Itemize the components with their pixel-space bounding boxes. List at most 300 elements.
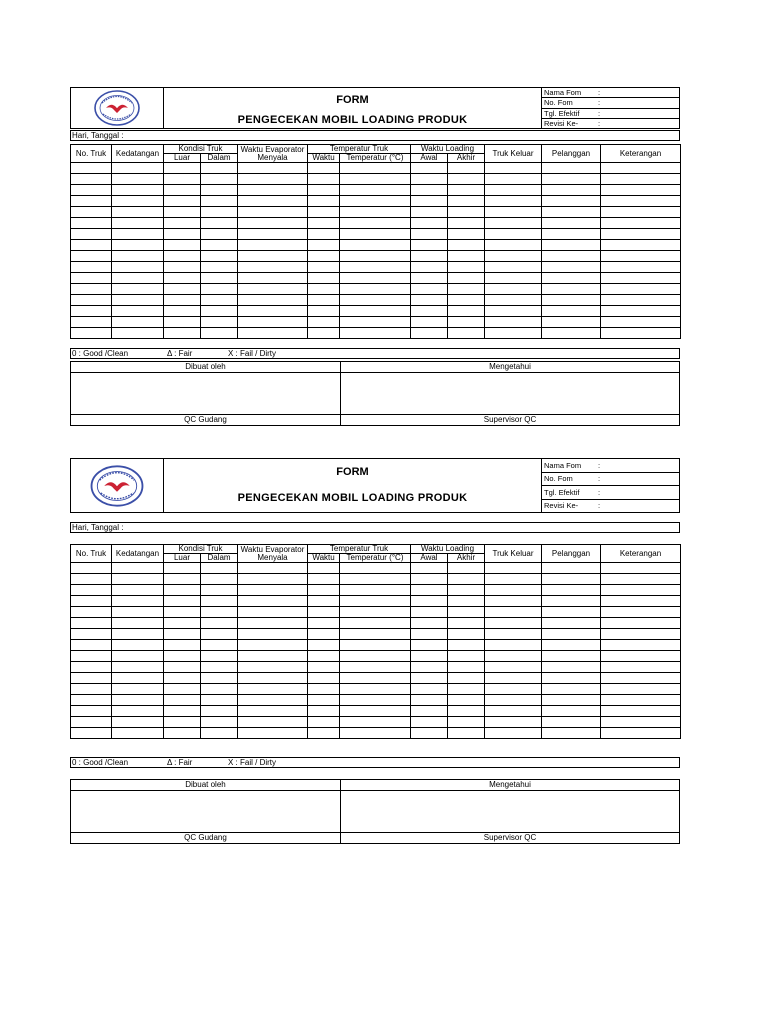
table-cell[interactable] xyxy=(340,728,411,739)
table-cell[interactable] xyxy=(238,596,308,607)
table-cell[interactable] xyxy=(485,196,542,207)
table-cell[interactable] xyxy=(601,629,681,640)
table-cell[interactable] xyxy=(164,163,201,174)
table-cell[interactable] xyxy=(542,563,601,574)
table-cell[interactable] xyxy=(485,673,542,684)
table-cell[interactable] xyxy=(308,728,340,739)
table-cell[interactable] xyxy=(71,574,112,585)
table-cell[interactable] xyxy=(542,717,601,728)
table-cell[interactable] xyxy=(448,251,485,262)
table-cell[interactable] xyxy=(542,662,601,673)
table-cell[interactable] xyxy=(201,607,238,618)
table-cell[interactable] xyxy=(112,163,164,174)
table-cell[interactable] xyxy=(164,574,201,585)
table-cell[interactable] xyxy=(112,563,164,574)
table-cell[interactable] xyxy=(71,640,112,651)
table-cell[interactable] xyxy=(601,662,681,673)
table-cell[interactable] xyxy=(238,317,308,328)
table-cell[interactable] xyxy=(411,174,448,185)
table-cell[interactable] xyxy=(201,207,238,218)
table-cell[interactable] xyxy=(601,684,681,695)
table-cell[interactable] xyxy=(448,651,485,662)
table-cell[interactable] xyxy=(164,706,201,717)
table-cell[interactable] xyxy=(164,717,201,728)
table-cell[interactable] xyxy=(201,284,238,295)
table-cell[interactable] xyxy=(238,295,308,306)
table-cell[interactable] xyxy=(164,218,201,229)
table-cell[interactable] xyxy=(164,240,201,251)
table-cell[interactable] xyxy=(112,728,164,739)
table-cell[interactable] xyxy=(201,218,238,229)
table-cell[interactable] xyxy=(238,706,308,717)
table-cell[interactable] xyxy=(601,706,681,717)
table-cell[interactable] xyxy=(238,651,308,662)
table-cell[interactable] xyxy=(411,207,448,218)
table-cell[interactable] xyxy=(112,662,164,673)
table-cell[interactable] xyxy=(112,185,164,196)
table-cell[interactable] xyxy=(164,196,201,207)
table-cell[interactable] xyxy=(112,251,164,262)
table-cell[interactable] xyxy=(238,284,308,295)
table-cell[interactable] xyxy=(308,596,340,607)
table-cell[interactable] xyxy=(448,218,485,229)
table-cell[interactable] xyxy=(71,607,112,618)
table-cell[interactable] xyxy=(340,196,411,207)
table-cell[interactable] xyxy=(238,328,308,339)
table-cell[interactable] xyxy=(601,196,681,207)
table-cell[interactable] xyxy=(112,284,164,295)
table-cell[interactable] xyxy=(411,240,448,251)
table-cell[interactable] xyxy=(601,174,681,185)
table-cell[interactable] xyxy=(238,629,308,640)
table-cell[interactable] xyxy=(448,662,485,673)
table-cell[interactable] xyxy=(448,240,485,251)
table-cell[interactable] xyxy=(448,563,485,574)
table-cell[interactable] xyxy=(448,163,485,174)
table-cell[interactable] xyxy=(164,585,201,596)
table-cell[interactable] xyxy=(601,717,681,728)
table-cell[interactable] xyxy=(71,273,112,284)
table-cell[interactable] xyxy=(164,563,201,574)
table-cell[interactable] xyxy=(411,262,448,273)
table-cell[interactable] xyxy=(340,596,411,607)
table-cell[interactable] xyxy=(112,273,164,284)
table-cell[interactable] xyxy=(411,651,448,662)
table-cell[interactable] xyxy=(485,563,542,574)
table-cell[interactable] xyxy=(542,596,601,607)
table-cell[interactable] xyxy=(71,174,112,185)
table-cell[interactable] xyxy=(485,284,542,295)
table-cell[interactable] xyxy=(601,295,681,306)
table-cell[interactable] xyxy=(485,251,542,262)
table-cell[interactable] xyxy=(201,174,238,185)
table-cell[interactable] xyxy=(340,574,411,585)
table-cell[interactable] xyxy=(601,273,681,284)
table-cell[interactable] xyxy=(485,585,542,596)
table-cell[interactable] xyxy=(308,563,340,574)
signature-space-supervisor[interactable] xyxy=(341,373,679,414)
table-cell[interactable] xyxy=(448,684,485,695)
table-cell[interactable] xyxy=(201,684,238,695)
table-cell[interactable] xyxy=(201,328,238,339)
table-cell[interactable] xyxy=(448,284,485,295)
table-cell[interactable] xyxy=(411,295,448,306)
table-cell[interactable] xyxy=(542,163,601,174)
table-cell[interactable] xyxy=(411,273,448,284)
table-cell[interactable] xyxy=(340,207,411,218)
table-cell[interactable] xyxy=(112,596,164,607)
table-cell[interactable] xyxy=(340,273,411,284)
table-cell[interactable] xyxy=(542,728,601,739)
table-cell[interactable] xyxy=(308,306,340,317)
table-cell[interactable] xyxy=(340,640,411,651)
table-cell[interactable] xyxy=(448,574,485,585)
table-cell[interactable] xyxy=(238,574,308,585)
table-cell[interactable] xyxy=(71,728,112,739)
table-cell[interactable] xyxy=(201,306,238,317)
table-cell[interactable] xyxy=(71,695,112,706)
table-cell[interactable] xyxy=(411,185,448,196)
table-cell[interactable] xyxy=(164,651,201,662)
table-cell[interactable] xyxy=(201,706,238,717)
table-cell[interactable] xyxy=(340,218,411,229)
table-cell[interactable] xyxy=(485,662,542,673)
table-cell[interactable] xyxy=(238,218,308,229)
table-cell[interactable] xyxy=(238,717,308,728)
table-cell[interactable] xyxy=(238,640,308,651)
table-cell[interactable] xyxy=(112,174,164,185)
table-cell[interactable] xyxy=(112,240,164,251)
signature-space-qc-gudang[interactable] xyxy=(71,373,340,414)
table-cell[interactable] xyxy=(542,607,601,618)
table-cell[interactable] xyxy=(601,728,681,739)
table-cell[interactable] xyxy=(238,273,308,284)
table-cell[interactable] xyxy=(542,251,601,262)
table-cell[interactable] xyxy=(542,585,601,596)
table-cell[interactable] xyxy=(238,251,308,262)
table-cell[interactable] xyxy=(448,328,485,339)
table-cell[interactable] xyxy=(485,328,542,339)
table-cell[interactable] xyxy=(112,207,164,218)
table-cell[interactable] xyxy=(164,295,201,306)
table-cell[interactable] xyxy=(542,673,601,684)
table-cell[interactable] xyxy=(485,163,542,174)
table-cell[interactable] xyxy=(71,284,112,295)
table-cell[interactable] xyxy=(201,163,238,174)
table-cell[interactable] xyxy=(601,229,681,240)
table-cell[interactable] xyxy=(448,673,485,684)
table-cell[interactable] xyxy=(485,262,542,273)
table-cell[interactable] xyxy=(71,328,112,339)
table-cell[interactable] xyxy=(308,229,340,240)
table-cell[interactable] xyxy=(71,585,112,596)
table-cell[interactable] xyxy=(201,196,238,207)
table-cell[interactable] xyxy=(201,618,238,629)
table-cell[interactable] xyxy=(238,607,308,618)
table-cell[interactable] xyxy=(601,695,681,706)
table-cell[interactable] xyxy=(485,706,542,717)
table-cell[interactable] xyxy=(411,317,448,328)
table-cell[interactable] xyxy=(112,295,164,306)
table-cell[interactable] xyxy=(164,229,201,240)
table-cell[interactable] xyxy=(71,218,112,229)
table-cell[interactable] xyxy=(308,262,340,273)
table-cell[interactable] xyxy=(411,306,448,317)
table-cell[interactable] xyxy=(340,717,411,728)
table-cell[interactable] xyxy=(71,240,112,251)
table-cell[interactable] xyxy=(71,618,112,629)
table-cell[interactable] xyxy=(340,317,411,328)
table-cell[interactable] xyxy=(485,717,542,728)
table-cell[interactable] xyxy=(411,662,448,673)
table-cell[interactable] xyxy=(308,629,340,640)
table-cell[interactable] xyxy=(238,174,308,185)
table-cell[interactable] xyxy=(112,673,164,684)
table-cell[interactable] xyxy=(308,240,340,251)
table-cell[interactable] xyxy=(411,596,448,607)
table-cell[interactable] xyxy=(448,185,485,196)
table-cell[interactable] xyxy=(308,185,340,196)
table-cell[interactable] xyxy=(448,607,485,618)
table-cell[interactable] xyxy=(308,196,340,207)
table-cell[interactable] xyxy=(308,295,340,306)
table-cell[interactable] xyxy=(308,618,340,629)
table-cell[interactable] xyxy=(448,706,485,717)
table-cell[interactable] xyxy=(308,706,340,717)
table-cell[interactable] xyxy=(448,306,485,317)
table-cell[interactable] xyxy=(340,629,411,640)
table-cell[interactable] xyxy=(112,640,164,651)
table-cell[interactable] xyxy=(112,317,164,328)
table-cell[interactable] xyxy=(542,306,601,317)
table-cell[interactable] xyxy=(201,651,238,662)
table-cell[interactable] xyxy=(485,651,542,662)
table-cell[interactable] xyxy=(340,328,411,339)
table-cell[interactable] xyxy=(164,284,201,295)
table-cell[interactable] xyxy=(71,317,112,328)
table-cell[interactable] xyxy=(340,229,411,240)
table-cell[interactable] xyxy=(164,251,201,262)
table-cell[interactable] xyxy=(112,574,164,585)
table-cell[interactable] xyxy=(201,717,238,728)
table-cell[interactable] xyxy=(164,185,201,196)
table-cell[interactable] xyxy=(485,618,542,629)
table-cell[interactable] xyxy=(112,196,164,207)
table-cell[interactable] xyxy=(164,328,201,339)
table-cell[interactable] xyxy=(485,629,542,640)
table-cell[interactable] xyxy=(308,717,340,728)
table-cell[interactable] xyxy=(601,218,681,229)
table-cell[interactable] xyxy=(542,629,601,640)
table-cell[interactable] xyxy=(164,728,201,739)
table-cell[interactable] xyxy=(308,251,340,262)
table-cell[interactable] xyxy=(112,695,164,706)
table-cell[interactable] xyxy=(308,651,340,662)
table-cell[interactable] xyxy=(238,207,308,218)
table-cell[interactable] xyxy=(112,684,164,695)
table-cell[interactable] xyxy=(448,174,485,185)
table-cell[interactable] xyxy=(340,174,411,185)
table-cell[interactable] xyxy=(448,695,485,706)
table-cell[interactable] xyxy=(411,251,448,262)
table-cell[interactable] xyxy=(308,585,340,596)
table-cell[interactable] xyxy=(71,662,112,673)
table-cell[interactable] xyxy=(340,607,411,618)
table-cell[interactable] xyxy=(485,607,542,618)
table-cell[interactable] xyxy=(448,585,485,596)
table-cell[interactable] xyxy=(308,163,340,174)
table-cell[interactable] xyxy=(411,684,448,695)
table-cell[interactable] xyxy=(71,295,112,306)
table-cell[interactable] xyxy=(411,706,448,717)
table-cell[interactable] xyxy=(601,651,681,662)
table-cell[interactable] xyxy=(238,695,308,706)
table-cell[interactable] xyxy=(164,596,201,607)
table-cell[interactable] xyxy=(601,284,681,295)
table-cell[interactable] xyxy=(448,207,485,218)
table-cell[interactable] xyxy=(164,317,201,328)
table-cell[interactable] xyxy=(201,262,238,273)
table-cell[interactable] xyxy=(601,317,681,328)
table-cell[interactable] xyxy=(238,306,308,317)
table-cell[interactable] xyxy=(601,163,681,174)
table-cell[interactable] xyxy=(340,262,411,273)
table-cell[interactable] xyxy=(542,229,601,240)
table-cell[interactable] xyxy=(411,673,448,684)
table-cell[interactable] xyxy=(485,174,542,185)
table-cell[interactable] xyxy=(601,607,681,618)
table-cell[interactable] xyxy=(164,662,201,673)
table-cell[interactable] xyxy=(448,728,485,739)
table-cell[interactable] xyxy=(71,196,112,207)
table-cell[interactable] xyxy=(542,218,601,229)
table-cell[interactable] xyxy=(71,251,112,262)
table-cell[interactable] xyxy=(308,207,340,218)
table-cell[interactable] xyxy=(601,306,681,317)
table-cell[interactable] xyxy=(411,196,448,207)
table-cell[interactable] xyxy=(308,673,340,684)
table-cell[interactable] xyxy=(601,185,681,196)
hari-tanggal-field[interactable] xyxy=(70,130,680,141)
table-cell[interactable] xyxy=(411,218,448,229)
table-cell[interactable] xyxy=(238,163,308,174)
table-cell[interactable] xyxy=(112,229,164,240)
table-cell[interactable] xyxy=(542,651,601,662)
table-cell[interactable] xyxy=(601,251,681,262)
table-cell[interactable] xyxy=(340,240,411,251)
table-cell[interactable] xyxy=(71,651,112,662)
table-cell[interactable] xyxy=(411,284,448,295)
table-cell[interactable] xyxy=(164,695,201,706)
table-cell[interactable] xyxy=(542,273,601,284)
table-cell[interactable] xyxy=(340,295,411,306)
table-cell[interactable] xyxy=(340,306,411,317)
table-cell[interactable] xyxy=(448,262,485,273)
table-cell[interactable] xyxy=(542,684,601,695)
table-cell[interactable] xyxy=(201,596,238,607)
table-cell[interactable] xyxy=(112,629,164,640)
table-cell[interactable] xyxy=(201,295,238,306)
table-cell[interactable] xyxy=(164,673,201,684)
table-cell[interactable] xyxy=(238,196,308,207)
table-cell[interactable] xyxy=(485,240,542,251)
table-cell[interactable] xyxy=(411,640,448,651)
table-cell[interactable] xyxy=(601,262,681,273)
table-cell[interactable] xyxy=(71,596,112,607)
table-cell[interactable] xyxy=(411,574,448,585)
table-cell[interactable] xyxy=(71,563,112,574)
table-cell[interactable] xyxy=(411,618,448,629)
table-cell[interactable] xyxy=(201,629,238,640)
table-cell[interactable] xyxy=(112,706,164,717)
table-cell[interactable] xyxy=(238,585,308,596)
table-cell[interactable] xyxy=(485,640,542,651)
table-cell[interactable] xyxy=(542,574,601,585)
table-cell[interactable] xyxy=(542,618,601,629)
table-cell[interactable] xyxy=(238,684,308,695)
table-cell[interactable] xyxy=(71,163,112,174)
table-cell[interactable] xyxy=(340,618,411,629)
table-cell[interactable] xyxy=(448,717,485,728)
table-cell[interactable] xyxy=(542,196,601,207)
table-cell[interactable] xyxy=(308,273,340,284)
table-cell[interactable] xyxy=(201,728,238,739)
table-cell[interactable] xyxy=(201,695,238,706)
table-cell[interactable] xyxy=(542,328,601,339)
table-cell[interactable] xyxy=(485,218,542,229)
table-cell[interactable] xyxy=(601,640,681,651)
table-cell[interactable] xyxy=(238,262,308,273)
table-cell[interactable] xyxy=(340,585,411,596)
table-cell[interactable] xyxy=(112,306,164,317)
table-cell[interactable] xyxy=(340,673,411,684)
table-cell[interactable] xyxy=(448,229,485,240)
table-cell[interactable] xyxy=(340,284,411,295)
table-cell[interactable] xyxy=(164,207,201,218)
table-cell[interactable] xyxy=(71,717,112,728)
table-cell[interactable] xyxy=(201,640,238,651)
table-cell[interactable] xyxy=(448,196,485,207)
table-cell[interactable] xyxy=(71,185,112,196)
table-cell[interactable] xyxy=(485,229,542,240)
table-cell[interactable] xyxy=(485,185,542,196)
table-cell[interactable] xyxy=(164,640,201,651)
table-cell[interactable] xyxy=(308,317,340,328)
table-cell[interactable] xyxy=(71,229,112,240)
table-cell[interactable] xyxy=(308,574,340,585)
table-cell[interactable] xyxy=(308,695,340,706)
table-cell[interactable] xyxy=(308,640,340,651)
table-cell[interactable] xyxy=(201,229,238,240)
table-cell[interactable] xyxy=(601,596,681,607)
table-cell[interactable] xyxy=(308,218,340,229)
table-cell[interactable] xyxy=(164,618,201,629)
table-cell[interactable] xyxy=(411,229,448,240)
table-cell[interactable] xyxy=(112,218,164,229)
table-cell[interactable] xyxy=(601,673,681,684)
table-cell[interactable] xyxy=(411,629,448,640)
table-cell[interactable] xyxy=(112,607,164,618)
table-cell[interactable] xyxy=(411,563,448,574)
table-cell[interactable] xyxy=(71,262,112,273)
table-cell[interactable] xyxy=(308,607,340,618)
table-cell[interactable] xyxy=(485,295,542,306)
table-cell[interactable] xyxy=(448,640,485,651)
table-cell[interactable] xyxy=(411,328,448,339)
signature-space-qc-gudang[interactable] xyxy=(71,791,340,832)
table-cell[interactable] xyxy=(340,185,411,196)
table-cell[interactable] xyxy=(164,262,201,273)
